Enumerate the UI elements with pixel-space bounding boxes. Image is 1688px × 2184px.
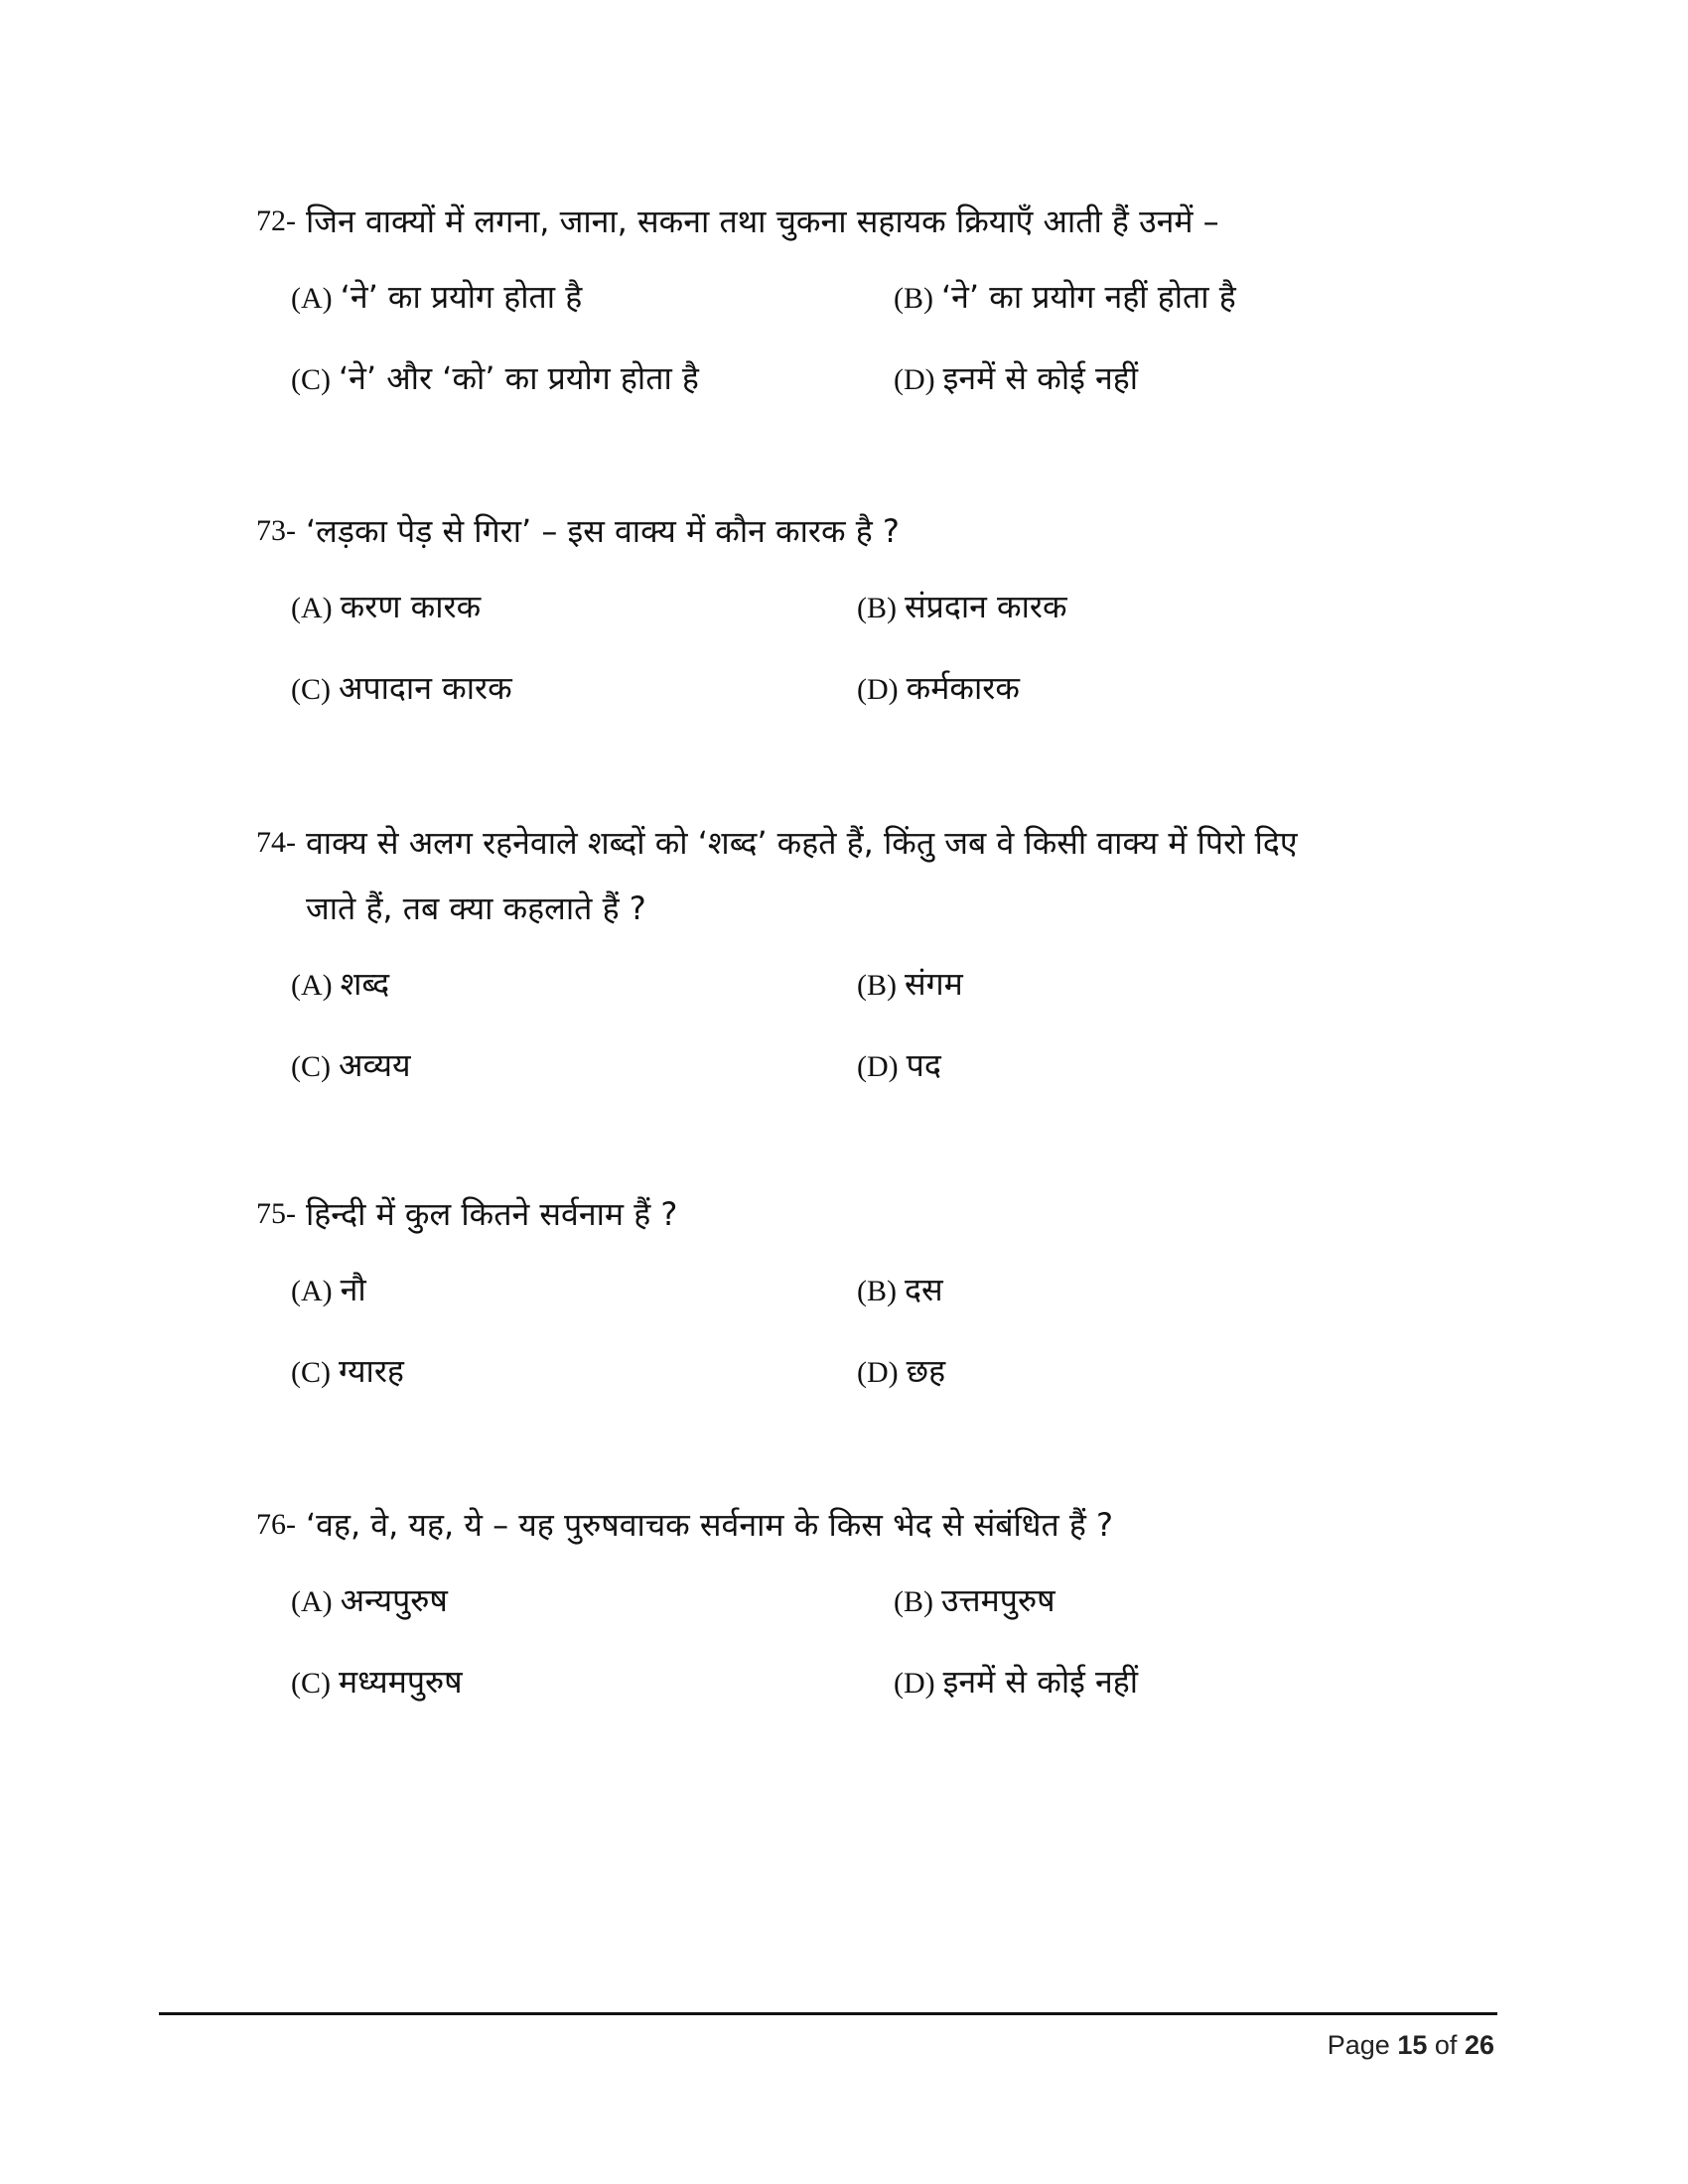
option-b — [857, 574, 1067, 641]
option-b — [857, 1257, 943, 1324]
option-text: ‘ने’ और ‘को’ का प्रयोग होता है — [339, 359, 699, 397]
option-letter: (B) — [894, 1585, 933, 1618]
option-letter: (A) — [291, 592, 333, 624]
option-letter: (B) — [857, 1275, 897, 1307]
option-a — [291, 951, 389, 1019]
option-row — [256, 1257, 1497, 1338]
question-75 — [256, 1181, 1497, 1420]
question-line: ‘लड़का पेड़ से गिरा’ – इस वाक्य में कौन कारक है ? — [306, 512, 900, 550]
option-a — [291, 264, 582, 332]
option-letter: (D) — [894, 1667, 935, 1700]
option-c — [291, 1032, 411, 1100]
option-c — [291, 345, 699, 413]
option-text: इनमें से कोई नहीं — [942, 359, 1139, 397]
option-text: अव्यय — [339, 1046, 411, 1084]
option-b — [894, 264, 1236, 332]
option-d — [857, 1032, 941, 1100]
question-text — [256, 810, 1497, 941]
option-letter: (A) — [291, 282, 333, 315]
option-text: उत्तमपुरुष — [941, 1581, 1055, 1619]
question-line: जाते हैं, तब क्या कहलाते हैं ? — [306, 889, 646, 927]
question-text — [256, 1181, 1497, 1247]
page-label: Page — [1327, 2030, 1390, 2060]
option-letter: (C) — [291, 1667, 331, 1700]
option-text: कर्मकारक — [906, 669, 1020, 707]
option-row — [256, 1032, 1497, 1114]
option-row — [256, 951, 1497, 1032]
option-text: शब्द — [340, 965, 390, 1003]
option-row — [256, 345, 1497, 427]
total-pages: 26 — [1464, 2030, 1494, 2060]
question-text — [256, 189, 1497, 254]
question-number: 73- — [256, 514, 296, 547]
option-text: ‘ने’ का प्रयोग नहीं होता है — [941, 278, 1236, 316]
option-row — [256, 264, 1497, 345]
option-b — [857, 951, 963, 1019]
option-letter: (C) — [291, 363, 331, 396]
option-text: अपादान कारक — [339, 669, 512, 707]
page-number — [1328, 2025, 1494, 2065]
question-74 — [256, 810, 1497, 1114]
option-a — [291, 1568, 448, 1635]
option-letter: (A) — [291, 969, 333, 1002]
question-text — [256, 1492, 1497, 1558]
option-d — [857, 655, 1020, 723]
option-letter: (A) — [291, 1275, 333, 1307]
option-letter: (A) — [291, 1585, 333, 1618]
option-text: संगम — [905, 965, 963, 1003]
option-letter: (B) — [857, 592, 897, 624]
question-number: 72- — [256, 205, 296, 237]
option-text: संप्रदान कारक — [905, 588, 1067, 625]
option-text: मध्यमपुरुष — [339, 1663, 463, 1701]
option-row — [256, 574, 1497, 655]
question-number: 76- — [256, 1508, 296, 1541]
option-row — [256, 1649, 1497, 1730]
option-text: करण कारक — [340, 588, 482, 625]
option-row — [256, 1338, 1497, 1420]
question-line: ‘वह, वे, यह, ये – यह पुरुषवाचक सर्वनाम के किस भेद से संबंधित हैं ? — [306, 1506, 1114, 1544]
question-line: हिन्दी में कुल कितने सर्वनाम हैं ? — [306, 1195, 678, 1233]
question-line: जिन वाक्यों में लगना, जाना, सकना तथा चुकना सहायक क्रियाएँ आती हैं उनमें – — [306, 203, 1219, 240]
option-letter: (C) — [291, 1356, 331, 1389]
options — [256, 951, 1497, 1114]
option-letter: (D) — [894, 363, 935, 396]
question-line: वाक्य से अलग रहनेवाले शब्दों को ‘शब्द’ कहते हैं, किंतु जब वे किसी वाक्य में पिरो दिए — [306, 824, 1298, 862]
option-d — [894, 345, 1138, 413]
option-text: ग्यारह — [339, 1352, 404, 1390]
option-text: छह — [906, 1352, 946, 1390]
question-text — [256, 498, 1497, 564]
option-text: अन्यपुरुष — [340, 1581, 448, 1619]
question-number: 74- — [256, 826, 296, 859]
options — [256, 264, 1497, 427]
question-76 — [256, 1492, 1497, 1730]
current-page: 15 — [1397, 2030, 1428, 2060]
option-letter: (B) — [894, 282, 933, 315]
option-c — [291, 655, 512, 723]
option-text: नौ — [340, 1271, 366, 1308]
option-row — [256, 655, 1497, 737]
option-letter: (D) — [857, 673, 899, 706]
option-letter: (D) — [857, 1050, 899, 1083]
option-c — [291, 1649, 463, 1716]
footer-divider — [159, 2012, 1497, 2015]
option-letter: (C) — [291, 1050, 331, 1083]
option-text: ‘ने’ का प्रयोग होता है — [340, 278, 583, 316]
option-text: इनमें से कोई नहीं — [942, 1663, 1139, 1701]
option-b — [894, 1568, 1055, 1635]
option-letter: (D) — [857, 1356, 899, 1389]
question-73 — [256, 498, 1497, 737]
option-d — [894, 1649, 1138, 1716]
option-text: पद — [906, 1046, 941, 1084]
option-letter: (B) — [857, 969, 897, 1002]
options — [256, 1568, 1497, 1730]
options — [256, 574, 1497, 737]
option-a — [291, 1257, 366, 1324]
of-label: of — [1434, 2030, 1458, 2060]
option-text: दस — [905, 1271, 943, 1308]
option-a — [291, 574, 481, 641]
question-number: 75- — [256, 1197, 296, 1230]
option-letter: (C) — [291, 673, 331, 706]
options — [256, 1257, 1497, 1420]
option-d — [857, 1338, 945, 1406]
question-72 — [256, 189, 1497, 427]
option-row — [256, 1568, 1497, 1649]
option-c — [291, 1338, 404, 1406]
